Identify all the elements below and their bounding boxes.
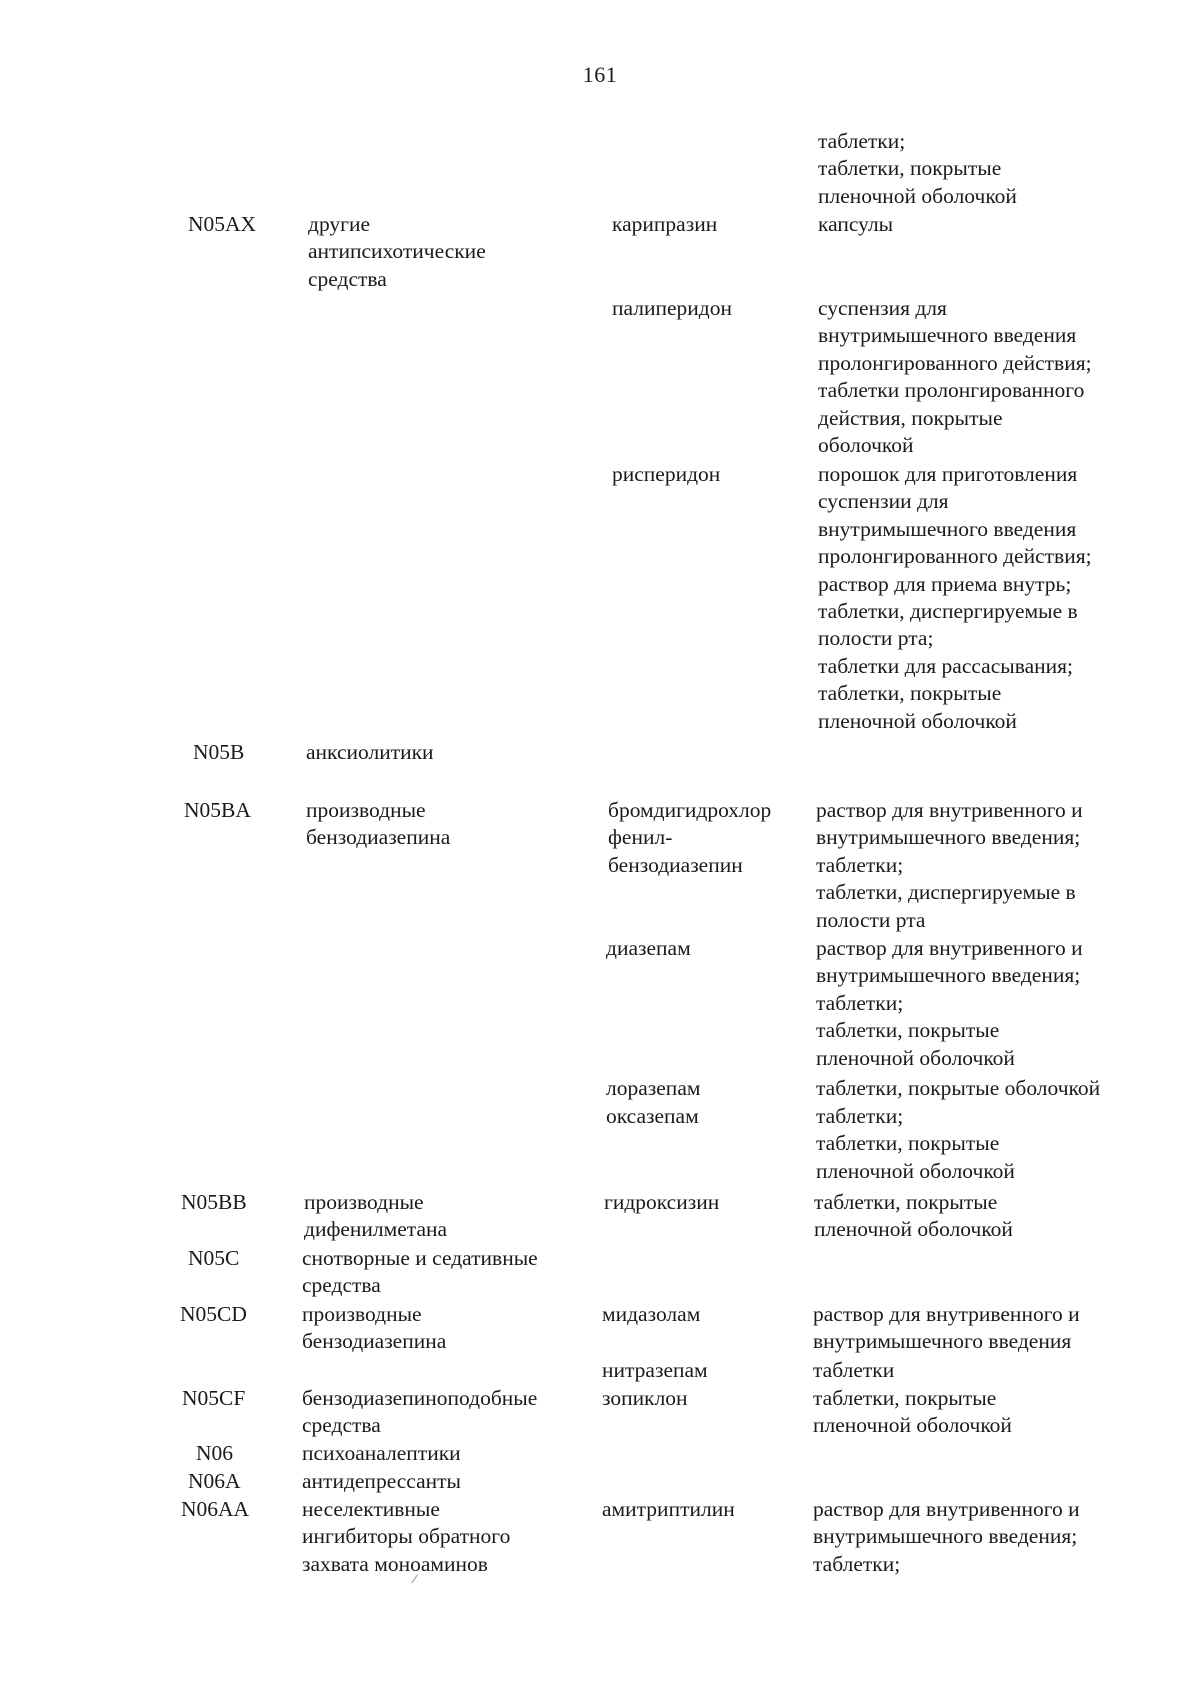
drug-name: рисперидон: [612, 462, 721, 486]
atc-group-name: антидепрессанты: [302, 1469, 462, 1493]
dosage-forms: таблетки: [813, 1358, 895, 1382]
dosage-forms: раствор для внутривенного и внутримышечного введения; таблетки; таблетки, диспергируемые в полости рта: [816, 798, 1083, 932]
atc-code: N05BA: [184, 798, 251, 822]
atc-group-name: снотворные и седативные средства: [302, 1246, 538, 1298]
dosage-forms: таблетки, покрытые оболочкой: [816, 1076, 1101, 1100]
atc-code: N05BB: [181, 1190, 247, 1214]
page-number: 161: [582, 62, 618, 87]
drug-name: оксазепам: [606, 1104, 699, 1128]
dosage-forms: капсулы: [818, 212, 894, 236]
drug-name: нитразепам: [602, 1358, 708, 1382]
dosage-forms: порошок для приготовления суспензии для внутримышечного введения пролонгированного действия; раствор для приема внутрь; таблетки, диспергируемые в полости рта; таблетки для рассасывания; таблетки, покрытые пленочной оболочкой: [818, 462, 1092, 733]
drug-name: гидроксизин: [604, 1190, 720, 1214]
drug-name: зопиклон: [602, 1386, 688, 1410]
dosage-forms: раствор для внутривенного и внутримышечного введения; таблетки; таблетки, покрытые пленочной оболочкой: [816, 936, 1083, 1070]
atc-group-name: производные бензодиазепина: [302, 1302, 447, 1354]
atc-code: N05CD: [180, 1302, 247, 1326]
dosage-forms: таблетки, покрытые пленочной оболочкой: [813, 1386, 1012, 1438]
dosage-forms: таблетки; таблетки, покрытые пленочной оболочкой: [818, 129, 1017, 208]
atc-code: N05CF: [182, 1386, 246, 1410]
atc-group-name: психоаналептики: [302, 1441, 461, 1465]
atc-code: N05AX: [188, 212, 257, 236]
drug-name: карипразин: [612, 212, 718, 236]
atc-group-name: производные бензодиазепина: [306, 798, 451, 850]
dosage-forms: раствор для внутривенного и внутримышечного введения: [813, 1302, 1080, 1354]
atc-group-name: бензодиазепиноподобные средства: [302, 1386, 538, 1438]
dosage-forms: таблетки; таблетки, покрытые пленочной оболочкой: [816, 1104, 1015, 1183]
atc-code: N05B: [193, 740, 245, 764]
atc-group-name: производные дифенилметана: [304, 1190, 448, 1242]
atc-code: N05C: [188, 1246, 240, 1270]
atc-code: N06A: [188, 1469, 241, 1493]
drug-name: амитриптилин: [602, 1497, 735, 1521]
drug-name: палиперидон: [612, 296, 732, 320]
dosage-forms: раствор для внутривенного и внутримышечного введения; таблетки;: [813, 1497, 1080, 1576]
atc-group-name: анксиолитики: [306, 740, 434, 764]
atc-group-name: неселективные ингибиторы обратного захвата моноаминов: [302, 1497, 511, 1576]
drug-name: диазепам: [606, 936, 691, 960]
drug-name: мидазолам: [602, 1302, 701, 1326]
atc-code: N06: [196, 1441, 234, 1465]
dosage-forms: суспензия для внутримышечного введения пролонгированного действия; таблетки пролонгированного действия, покрытые оболочкой: [818, 296, 1092, 458]
drug-name: бромдигидрохлор фенил- бензодиазепин: [608, 798, 772, 877]
atc-code: N06AA: [181, 1497, 250, 1521]
atc-group-name: другие антипсихотические средства: [308, 212, 486, 291]
drug-name: лоразепам: [606, 1076, 701, 1100]
dosage-forms: таблетки, покрытые пленочной оболочкой: [814, 1190, 1013, 1242]
